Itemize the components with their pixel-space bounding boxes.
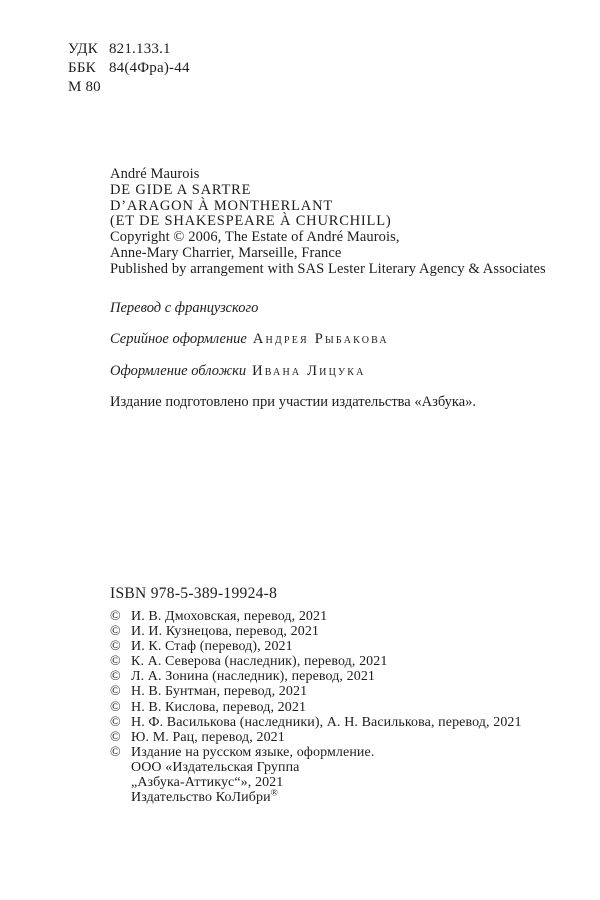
copyright-item bbox=[110, 700, 522, 715]
series-design-credit bbox=[110, 331, 389, 348]
bbk-label: ББК bbox=[68, 60, 96, 76]
publisher-line-1: ООО «Издательская Группа bbox=[131, 759, 300, 775]
copyright-item bbox=[110, 654, 522, 669]
publisher-line-2: „Азбука-Аттикус“», 2021 bbox=[131, 775, 284, 791]
participation-note: Издание подготовлено при участии издательства «Азбука». bbox=[110, 394, 477, 410]
imprint-line bbox=[131, 790, 522, 805]
copyright-text: К. А. Северова (наследник), перевод, 2021 bbox=[131, 654, 388, 670]
series-design-name: Андрея Рыбакова bbox=[252, 331, 389, 347]
cataloguing-codes bbox=[68, 40, 190, 97]
copyright-item bbox=[110, 745, 522, 760]
copyright-symbol: © bbox=[110, 684, 121, 700]
title-block bbox=[110, 167, 546, 278]
copyright-text: Ю. М. Рац, перевод, 2021 bbox=[131, 729, 285, 745]
imprint-name: Издательство КоЛибри bbox=[131, 790, 271, 806]
copyright-text: Н. Ф. Василькова (наследники), А. Н. Василькова, перевод, 2021 bbox=[131, 714, 522, 730]
author-name: André Maurois bbox=[110, 166, 200, 182]
udk-line bbox=[68, 40, 190, 59]
copyright-list bbox=[110, 609, 522, 805]
bbk-value: 84(4Фра)-44 bbox=[108, 60, 190, 76]
copyright-text: И. В. Дмоховская, перевод, 2021 bbox=[131, 609, 328, 624]
copyright-text: И. И. Кузнецова, перевод, 2021 bbox=[131, 624, 320, 640]
cover-design-credit bbox=[110, 363, 366, 380]
copyright-text: И. К. Стаф (перевод), 2021 bbox=[131, 639, 293, 655]
copyright-symbol: © bbox=[110, 669, 121, 685]
udk-label: УДК bbox=[68, 41, 98, 57]
copyright-line-3: Published by arrangement with SAS Lester Literary Agency & Associates bbox=[110, 260, 546, 277]
title-line-3: (ET DE SHAKESPEARE À CHURCHILL) bbox=[110, 213, 392, 230]
cover-design-name: Ивана Лицука bbox=[252, 363, 366, 379]
copyright-line-2: Anne-Mary Charrier, Marseille, France bbox=[110, 244, 342, 261]
copyright-symbol: © bbox=[110, 654, 121, 670]
copyright-item bbox=[110, 730, 522, 745]
copyright-item bbox=[110, 609, 522, 624]
copyright-symbol: © bbox=[110, 639, 121, 655]
copyright-text: Л. А. Зонина (наследник), перевод, 2021 bbox=[131, 669, 376, 685]
udk-value: 821.133.1 bbox=[108, 41, 171, 57]
isbn: ISBN 978-5-389-19924-8 bbox=[110, 585, 278, 602]
bbk-line bbox=[68, 59, 190, 78]
copyright-symbol: © bbox=[110, 624, 121, 640]
copyright-symbol: © bbox=[110, 699, 121, 715]
copyright-text: Издание на русском языке, оформление. bbox=[131, 744, 375, 760]
title-line-2: D’ARAGON À MONTHERLANT bbox=[110, 197, 333, 214]
translation-note: Перевод с французского bbox=[110, 300, 259, 316]
copyright-item bbox=[110, 624, 522, 639]
copyright-symbol: © bbox=[110, 714, 121, 730]
copyright-item bbox=[110, 684, 522, 699]
copyright-symbol: © bbox=[110, 609, 121, 624]
copyright-item bbox=[110, 669, 522, 684]
title-line-1: DE GIDE A SARTRE bbox=[110, 181, 252, 198]
copyright-text: Н. В. Кислова, перевод, 2021 bbox=[131, 699, 307, 715]
registered-trademark-mark: ® bbox=[270, 788, 278, 799]
copyright-symbol: © bbox=[110, 744, 121, 760]
series-design-role: Серийное оформление bbox=[110, 331, 247, 347]
copyright-item bbox=[110, 715, 522, 730]
copyright-text: Н. В. Бунтман, перевод, 2021 bbox=[131, 684, 308, 700]
copyright-item bbox=[110, 639, 522, 654]
copyright-symbol: © bbox=[110, 729, 121, 745]
author-code: М 80 bbox=[68, 79, 101, 95]
cover-design-role: Оформление обложки bbox=[110, 363, 247, 379]
copyright-line-1: Copyright © 2006, The Estate of André Maurois, bbox=[110, 229, 400, 246]
